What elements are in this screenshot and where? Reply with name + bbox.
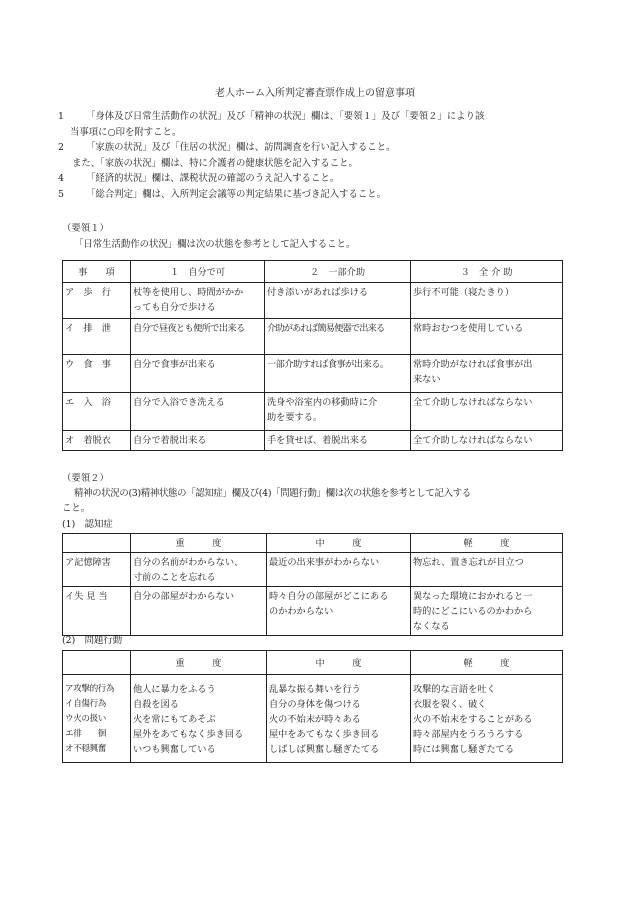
instruction-list: [58, 109, 578, 203]
item-text: 「経済的状況」欄は、課税状況の確認のうえ記入すること。: [86, 173, 340, 185]
table-row: [63, 355, 563, 393]
cell-mild: 物忘れ、置き忘れが目立つ: [411, 553, 563, 587]
table-row: [63, 393, 563, 431]
item-continuation: 当事項に○印を附すこと。: [70, 126, 182, 138]
cell-mild: 攻撃的な言語を吐く 衣服を裂く、破く 火の不始末をすることがある 時々部屋内をうろうろする 時には興奮し騒ぎたてる: [411, 675, 563, 763]
page-title: 老人ホーム入所判定審査票作成上の留意事項: [215, 88, 415, 99]
item-number: 2: [58, 142, 64, 154]
dementia-heading: (1) 認知症: [62, 519, 113, 530]
row-label: イ 排 泄: [63, 319, 131, 355]
row-label: エ 入 浴: [63, 393, 131, 431]
header-cell: 軽 度: [411, 534, 563, 553]
header-cell: ２ 一部介助: [265, 261, 411, 283]
youryou2-intro-cont: こと。: [62, 503, 91, 514]
cell-partial: 付き添いがあれば歩ける: [265, 283, 411, 319]
header-cell: [63, 534, 131, 553]
instruction-item: [58, 171, 578, 187]
row-label: オ 着脱衣: [63, 431, 131, 451]
item-text: 「身体及び日常生活動作の状況」及び「精神の状況」欄は、「要領１」及び「要領２」により該: [86, 111, 485, 122]
header-cell: １ 自分で可: [131, 261, 265, 283]
cell-partial: 介助があれば簡易便器で出来る: [265, 319, 411, 355]
table-header-row: [63, 651, 563, 675]
dementia-table: [62, 533, 563, 636]
table-header-row: [63, 261, 563, 283]
youryou1-heading: （要領１）: [62, 223, 109, 234]
table-row: [63, 553, 563, 587]
cell-self: 自分で昼夜とも便所で出来る: [131, 319, 265, 355]
cell-full: 常時介助がなければ食事が出 来ない: [411, 355, 563, 393]
item-text: 「総合判定」欄は、入所判定会議等の判定結果に基づき記入すること。: [86, 188, 387, 200]
cell-partial: 一部介助すれば食事が出来る。: [265, 355, 411, 393]
cell-self: 杖等を使用し、時間がかか っても自分で歩ける: [131, 283, 265, 319]
cell-self: 自分で入浴でき洗える: [131, 393, 265, 431]
table-row: [63, 675, 563, 763]
cell-partial: 手を貸せば、着脱出来る: [265, 431, 411, 451]
cell-full: 全て介助しなければならない: [411, 431, 563, 451]
cell-mild: 異なった環境におかれると一 時的にどこにいるのかわから なくなる: [411, 587, 563, 636]
row-label: イ失 見 当: [63, 587, 131, 636]
cell-moderate: 乱暴な振る舞いを行う 自分の身体を傷つける 火の不始末が時々ある 屋中をあてもなく歩き回る しばしば興奮し騒ぎたてる: [267, 675, 411, 763]
header-cell: 重 度: [131, 534, 267, 553]
cell-full: 全て介助しなければならない: [411, 393, 563, 431]
header-cell: 事 項: [63, 261, 131, 283]
table-row: [63, 587, 563, 636]
behavior-heading: (2) 問題行動: [62, 635, 123, 646]
header-cell: 中 度: [267, 534, 411, 553]
cell-self: 自分で着脱出来る: [131, 431, 265, 451]
cell-severe: 他人に暴力をふるう 自殺を図る 火を常にもてあそぶ 屋外をあてもなく歩き回る いつも興奮している: [131, 675, 267, 763]
instruction-item: [58, 109, 578, 125]
youryou2-intro: 精神の状況の(3)精神状態の「認知症」欄及び(4)「問題行動」欄は次の状態を参考として記入する: [74, 488, 471, 499]
instruction-item: [58, 140, 578, 156]
cell-full: 常時おむつを使用している: [411, 319, 563, 355]
table-row: [63, 283, 563, 319]
table-header-row: [63, 534, 563, 553]
header-cell: 軽 度: [411, 651, 563, 675]
header-cell: 中 度: [267, 651, 411, 675]
item-continuation: また、「家族の状況」欄は、特に介護者の健康状態を記入すること。: [72, 157, 358, 169]
item-number: 4: [58, 173, 64, 185]
item-number: 1: [58, 111, 64, 122]
table-row: [63, 431, 563, 451]
row-label: ウ 食 事: [63, 355, 131, 393]
behavior-table: [62, 650, 563, 763]
row-label: ア 歩 行: [63, 283, 131, 319]
instruction-item: [58, 187, 578, 203]
item-number: 5: [58, 188, 64, 200]
header-cell: 重 度: [131, 651, 267, 675]
cell-full: 歩行不可能（寝たきり）: [411, 283, 563, 319]
header-cell: [63, 651, 131, 675]
row-label: ア記憶障害: [63, 553, 131, 587]
table-row: [63, 319, 563, 355]
cell-severe: 自分の部屋がわからない: [131, 587, 267, 636]
cell-moderate: 時々自分の部屋がどこにある のかわからない: [267, 587, 411, 636]
cell-partial: 洗身や浴室内の移動時に介 助を要する。: [265, 393, 411, 431]
cell-moderate: 最近の出来事がわからない: [267, 553, 411, 587]
adl-table: [62, 260, 563, 451]
item-text: 「家族の状況」及び「住居の状況」欄は、訪問調査を行い記入すること。: [86, 142, 396, 154]
cell-self: 自分で食事が出来る: [131, 355, 265, 393]
youryou1-intro: 「日常生活動作の状況」欄は次の状態を参考として記入すること。: [74, 239, 356, 250]
row-labels: ア攻撃的行為 イ自傷行為 ウ火の扱い エ徘 徊 オ不穏興奮: [63, 675, 131, 763]
youryou2-heading: （要領２）: [62, 473, 109, 484]
header-cell: ３ 全 介 助: [411, 261, 563, 283]
cell-severe: 自分の名前がわからない、 寸前のことを忘れる: [131, 553, 267, 587]
